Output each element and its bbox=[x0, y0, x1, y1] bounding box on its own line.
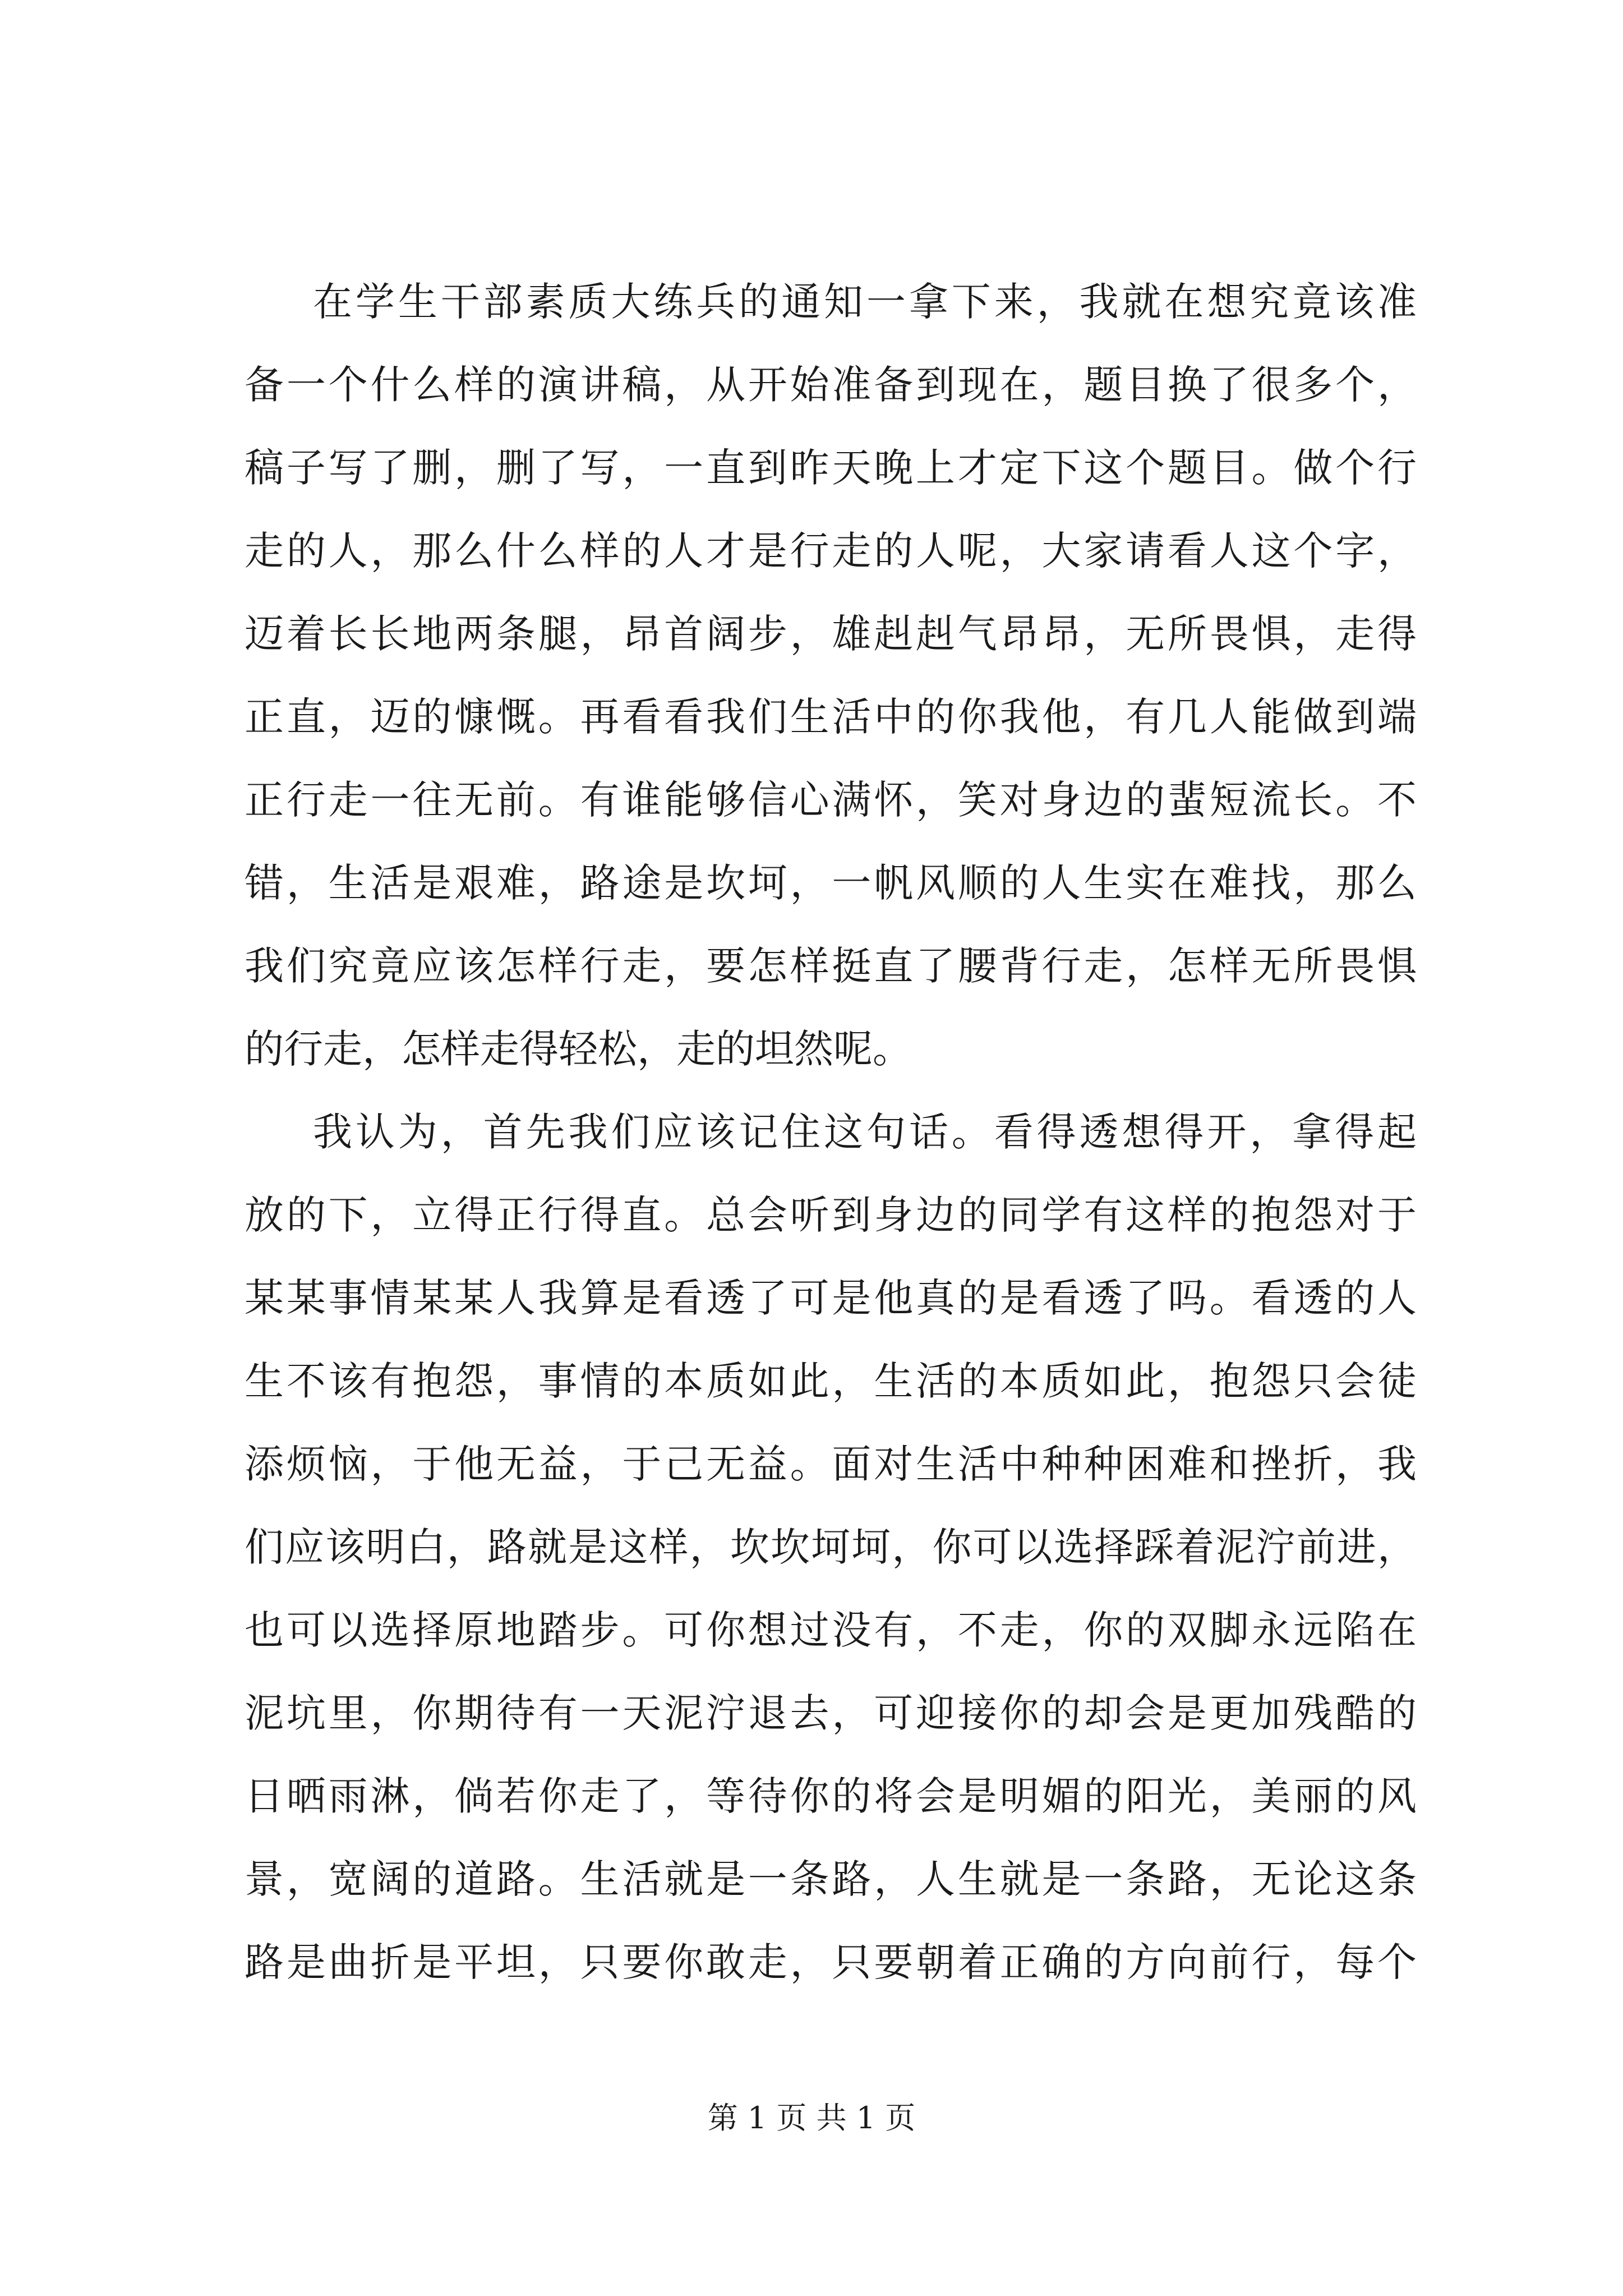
paragraph-2-line: 我认为，首先我们应该记住这句话。看得透想得开，拿得起 bbox=[313, 1109, 1417, 1155]
paragraph-1-line: 的行走，怎样走得轻松，走的坦然呢。 bbox=[245, 1026, 912, 1072]
paragraph-2-line: 们应该明白，路就是这样，坎坎坷坷，你可以选择踩着泥泞前进， bbox=[245, 1524, 1417, 1570]
paragraph-1-line: 备一个什么样的演讲稿，从开始准备到现在，题目换了很多个， bbox=[245, 362, 1417, 408]
paragraph-2-line: 景，宽阔的道路。生活就是一条路，人生就是一条路，无论这条 bbox=[245, 1856, 1417, 1902]
paragraph-2-line: 生不该有抱怨，事情的本质如此，生活的本质如此，抱怨只会徒 bbox=[245, 1358, 1417, 1404]
paragraph-2-line: 路是曲折是平坦，只要你敢走，只要朝着正确的方向前行，每个 bbox=[245, 1939, 1417, 1985]
paragraph-1-line: 正行走一往无前。有谁能够信心满怀，笑对身边的蜚短流长。不 bbox=[245, 777, 1417, 823]
paragraph-1-line: 迈着长长地两条腿，昂首阔步，雄赳赳气昂昂，无所畏惧，走得 bbox=[245, 611, 1417, 657]
paragraph-1-line: 走的人，那么什么样的人才是行走的人呢，大家请看人这个字， bbox=[245, 528, 1417, 574]
paragraph-1-line: 错，生活是艰难，路途是坎坷，一帆风顺的人生实在难找，那么 bbox=[245, 860, 1417, 906]
paragraph-1-line: 稿子写了删，删了写，一直到昨天晚上才定下这个题目。做个行 bbox=[245, 445, 1417, 491]
paragraph-1-line: 我们究竟应该怎样行走，要怎样挺直了腰背行走，怎样无所畏惧 bbox=[245, 943, 1417, 989]
paragraph-1-line: 在学生干部素质大练兵的通知一拿下来，我就在想究竟该准 bbox=[313, 279, 1417, 325]
paragraph-2-line: 添烦恼，于他无益，于己无益。面对生活中种种困难和挫折，我 bbox=[245, 1441, 1417, 1487]
paragraph-2-line: 放的下，立得正行得直。总会听到身边的同学有这样的抱怨对于 bbox=[245, 1192, 1417, 1238]
body-text bbox=[245, 260, 1417, 2004]
paragraph-2-line: 也可以选择原地踏步。可你想过没有，不走，你的双脚永远陷在 bbox=[245, 1607, 1417, 1653]
paragraph-1-line: 正直，迈的慷慨。再看看我们生活中的你我他，有几人能做到端 bbox=[245, 694, 1417, 740]
paragraph-2-line: 某某事情某某人我算是看透了可是他真的是看透了吗。看透的人 bbox=[245, 1275, 1417, 1321]
paragraph-2-line: 泥坑里，你期待有一天泥泞退去，可迎接你的却会是更加残酷的 bbox=[245, 1690, 1417, 1736]
paragraph-2-line: 日晒雨淋，倘若你走了，等待你的将会是明媚的阳光，美丽的风 bbox=[245, 1773, 1417, 1819]
page-footer: 第 1 页 共 1 页 bbox=[707, 2100, 916, 2136]
